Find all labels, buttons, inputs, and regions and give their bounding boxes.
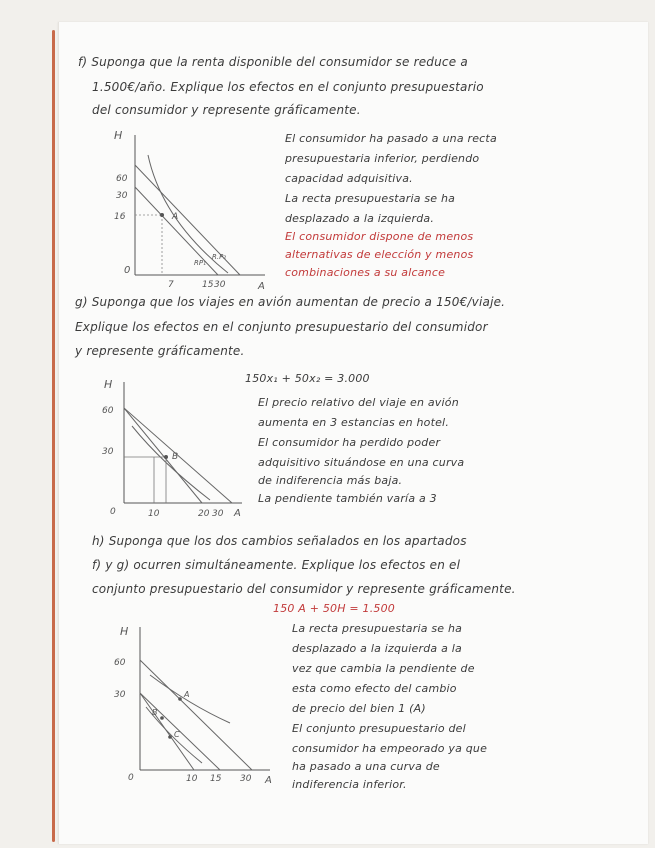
answer-f-line-2: presupuestaria inferior, perdiendo bbox=[285, 152, 480, 165]
question-g-line-3: y represente gráficamente. bbox=[75, 344, 245, 358]
graph-f-curve-label-2: R.P₂ bbox=[212, 253, 227, 261]
question-g-line-1: g) Suponga que los viajes en avión aumentan de precio a 150€/viaje. bbox=[75, 295, 506, 309]
graph-g-budget-line-2 bbox=[124, 408, 202, 503]
question-f-line-1: f) Suponga que la renta disponible del consumidor se reduce a bbox=[78, 55, 468, 69]
answer-f-line-5: desplazado a la izquierda. bbox=[285, 212, 435, 225]
answer-f-red-line-2: alternativas de elección y menos bbox=[285, 248, 474, 261]
graph-f-curve-label-1: RP₁ bbox=[194, 259, 206, 267]
graph-h-point-b bbox=[160, 716, 164, 720]
question-h-line-3: conjunto presupuestario del consumidor y represente gráficamente. bbox=[92, 582, 516, 596]
answer-g-line-4: adquisitivo situándose en una curva bbox=[258, 456, 465, 469]
graph-f-x-axis-label: A bbox=[258, 281, 265, 292]
graph-f-y-tick-16: 16 bbox=[114, 212, 126, 222]
question-f-line-2: 1.500€/año. Explique los efectos en el conjunto presupuestario bbox=[92, 80, 484, 94]
answer-f-line-3: capacidad adquisitiva. bbox=[285, 172, 413, 185]
graph-h-budget-line-2 bbox=[140, 693, 220, 770]
graph-f-x-tick-30: 30 bbox=[214, 280, 226, 290]
graph-g-x-axis-label: A bbox=[234, 508, 241, 518]
answer-f-red-line-3: combinaciones a su alcance bbox=[285, 266, 446, 279]
answer-f-line-4: La recta presupuestaria se ha bbox=[285, 192, 456, 205]
graph-h-origin: 0 bbox=[128, 773, 134, 783]
equation-g: 150x₁ + 50x₂ = 3.000 bbox=[245, 372, 370, 385]
answer-h-line-1: La recta presupuestaria se ha bbox=[292, 622, 463, 635]
answer-h-line-6: El conjunto presupuestario del bbox=[292, 722, 466, 735]
graph-h-x-axis-label: A bbox=[265, 775, 272, 786]
question-f-line-3: del consumidor y represente gráficamente. bbox=[92, 103, 361, 117]
answer-h-line-9: indiferencia inferior. bbox=[292, 778, 407, 791]
answer-g-line-3: El consumidor ha perdido poder bbox=[258, 436, 441, 449]
graph-f-y-axis-label: H bbox=[114, 129, 123, 142]
graph-g-x-tick-10: 10 bbox=[148, 509, 160, 518]
graph-g-y-tick-60: 60 bbox=[102, 406, 114, 416]
graph-f-x-tick-15: 15 bbox=[202, 280, 214, 290]
graph-h-point-label-b: B bbox=[152, 708, 158, 717]
answer-h-line-5: de precio del bien 1 (A) bbox=[292, 702, 426, 715]
answer-h-line-4: esta como efecto del cambio bbox=[292, 682, 457, 695]
answer-h-line-8: ha pasado a una curva de bbox=[292, 760, 440, 773]
graph-g-point-label: B bbox=[172, 452, 179, 462]
answer-h-line-3: vez que cambia la pendiente de bbox=[292, 662, 475, 675]
equation-h: 150 A + 50H = 1.500 bbox=[273, 602, 395, 615]
graph-g bbox=[92, 368, 252, 518]
graph-h-x-tick-10: 10 bbox=[186, 774, 198, 784]
graph-g-point-b bbox=[164, 455, 168, 459]
graph-g-x-tick-30: 30 bbox=[212, 509, 224, 518]
graph-f-y-tick-30: 30 bbox=[116, 191, 128, 201]
answer-f-red-line-1: El consumidor dispone de menos bbox=[285, 230, 474, 243]
graph-f-y-tick-60: 60 bbox=[116, 174, 128, 184]
margin-line bbox=[52, 30, 55, 842]
graph-f-origin: 0 bbox=[124, 265, 131, 276]
graph-h-point-a bbox=[178, 697, 182, 701]
graph-g-indifference-curve bbox=[132, 426, 210, 500]
graph-f-point-a bbox=[160, 213, 164, 217]
graph-h-point-c bbox=[168, 735, 172, 739]
answer-g-line-2: aumenta en 3 estancias en hotel. bbox=[258, 416, 450, 429]
answer-g-line-5: de indiferencia más baja. bbox=[258, 474, 403, 487]
graph-h-y-axis-label: H bbox=[120, 625, 129, 638]
graph-h-point-label-a: A bbox=[184, 690, 190, 699]
answer-h-line-7: consumidor ha empeorado ya que bbox=[292, 742, 488, 755]
graph-f bbox=[100, 125, 270, 295]
graph-h-y-tick-30: 30 bbox=[114, 690, 126, 700]
question-h-line-2: f) y g) ocurren simultáneamente. Explique los efectos en el bbox=[92, 558, 461, 572]
answer-g-line-6: La pendiente también varía a 3 bbox=[258, 492, 437, 505]
graph-h-y-tick-60: 60 bbox=[114, 658, 126, 668]
graph-h-point-label-c: C bbox=[174, 730, 180, 739]
graph-f-x-tick-7: 7 bbox=[168, 280, 174, 290]
graph-h-x-tick-15: 15 bbox=[210, 774, 222, 784]
graph-h-x-tick-30: 30 bbox=[240, 774, 252, 784]
graph-g-x-tick-20: 20 bbox=[198, 509, 210, 518]
graph-g-y-tick-30: 30 bbox=[102, 447, 114, 457]
graph-f-point-label: A bbox=[172, 212, 179, 222]
graph-h bbox=[110, 615, 290, 790]
question-g-line-2: Explique los efectos en el conjunto presupuestario del consumidor bbox=[75, 320, 488, 334]
answer-g-line-1: El precio relativo del viaje en avión bbox=[258, 396, 459, 409]
graph-g-y-axis-label: H bbox=[104, 378, 113, 391]
question-h-line-1: h) Suponga que los dos cambios señalados en los apartados bbox=[92, 534, 467, 548]
graph-g-origin: 0 bbox=[110, 507, 116, 517]
answer-h-line-2: desplazado a la izquierda a la bbox=[292, 642, 462, 655]
answer-f-line-1: El consumidor ha pasado a una recta bbox=[285, 132, 497, 145]
